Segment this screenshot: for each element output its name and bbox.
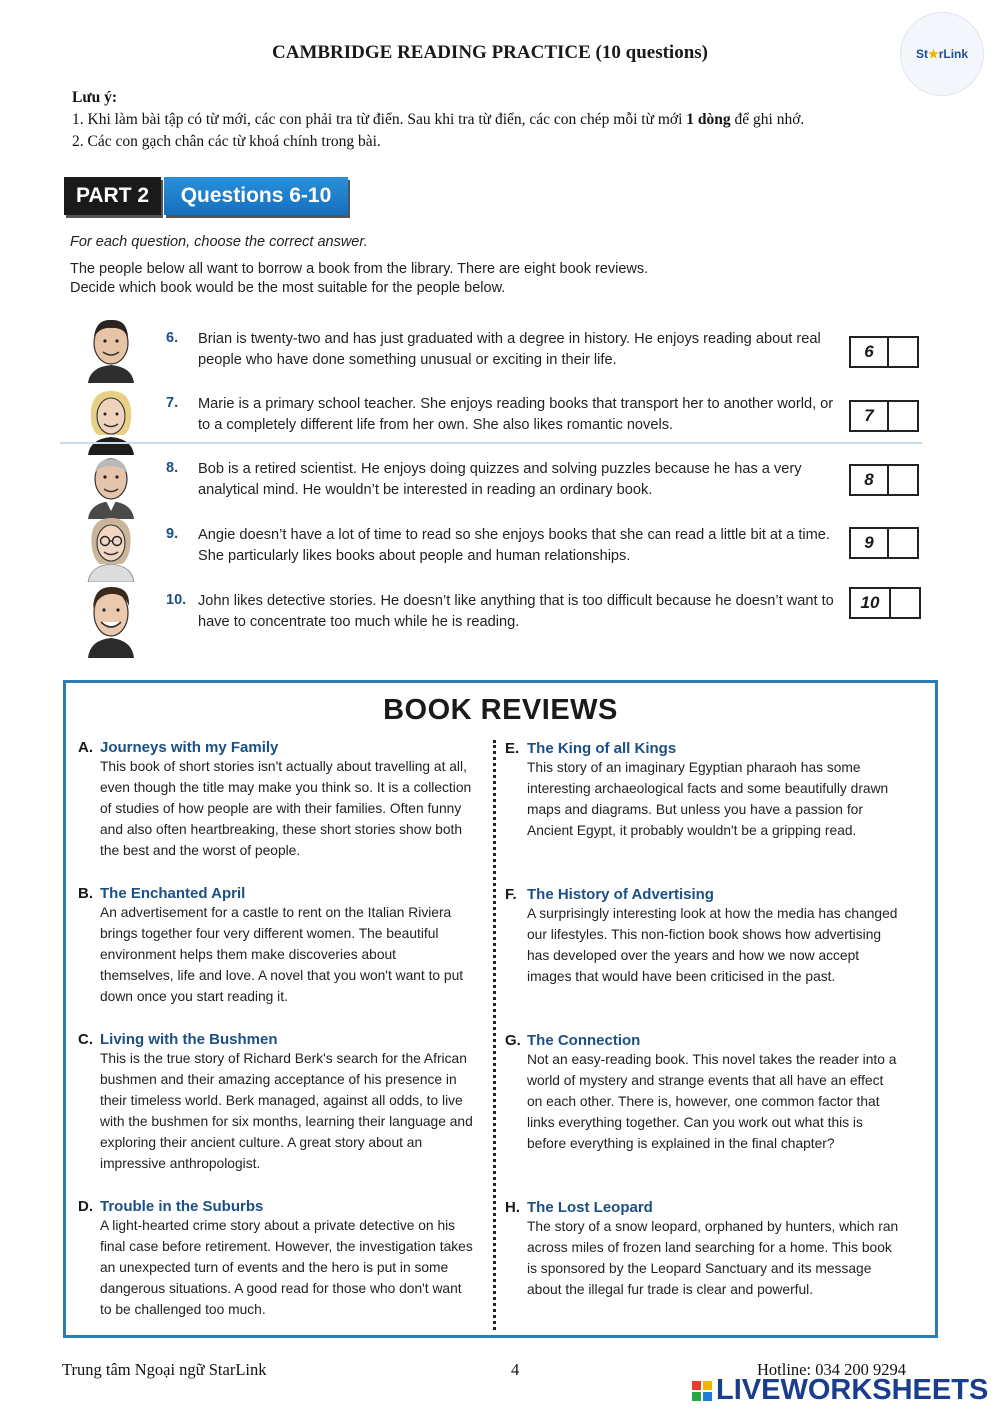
book-reviews-title: BOOK REVIEWS — [383, 694, 618, 726]
intro-line-1: The people below all want to borrow a book from the library. There are eight book reviews. — [70, 261, 649, 277]
intro-line-2: Decide which book would be the most suitable for the people below. — [70, 280, 506, 296]
review-a — [78, 739, 473, 861]
review-letter: A. — [78, 739, 93, 756]
review-body: A surprisingly interesting look at how the media has changed our lifestyles. This non-fiction book shows how advertising has developed over the years and how we now accept images that would have been criticised in the past. — [527, 906, 898, 984]
answer-box-number: 8 — [851, 466, 889, 494]
answer-box[interactable] — [849, 464, 919, 496]
answer-box-number: 6 — [851, 338, 889, 366]
note-line-2: 2. Các con gạch chân các từ khoá chính trong bài. — [72, 133, 381, 150]
answer-box-number: 10 — [851, 589, 891, 617]
answer-box-number: 7 — [851, 402, 889, 430]
liveworksheets-logo — [692, 1374, 988, 1407]
person-angie-photo — [80, 512, 142, 582]
answer-input[interactable] — [891, 589, 919, 617]
review-body: This story of an imaginary Egyptian pharaoh has some interesting archaeological facts and some beautifully drawn maps and diagrams. But unless you have a passion for Ancient Egypt, it probably wouldn't be a gripping read. — [527, 760, 889, 838]
review-body: The story of a snow leopard, orphaned by hunters, which ran across miles of frozen land searching for a home. This book is sponsored by the Leopard Sanctuary and its message about the illegal fur trade is clear and powerful. — [527, 1219, 899, 1297]
page-title: CAMBRIDGE READING PRACTICE (10 questions) — [272, 42, 708, 63]
questions-badge: Questions 6-10 — [164, 177, 348, 215]
review-body: A light-hearted crime story about a private detective on his final case before retirement. However, the investigation takes an unexpected turn of events and the hero is put in some dangerous situations. A good read for those who don't want to be challenged too much. — [100, 1218, 473, 1317]
review-title: The King of all Kings — [527, 740, 677, 757]
answer-box-number: 9 — [851, 529, 889, 557]
review-h — [505, 1199, 900, 1300]
answer-box[interactable] — [849, 336, 919, 368]
column-divider — [493, 740, 496, 1330]
review-letter: F. — [505, 886, 517, 903]
answer-input[interactable] — [889, 466, 917, 494]
question-text: Angie doesn’t have a lot of time to read so she enjoys books that she can read a little bit at a time. She particularly likes books about people and human relationships. — [198, 527, 830, 564]
answer-box[interactable] — [849, 587, 921, 619]
starlink-logo: St ★ rLink — [900, 12, 984, 96]
note-heading: Lưu ý: — [72, 89, 118, 106]
divider-line — [60, 442, 922, 444]
page-number: 4 — [511, 1360, 520, 1379]
review-title: Trouble in the Suburbs — [100, 1198, 264, 1215]
question-text: Marie is a primary school teacher. She enjoys reading books that transport her to another world, or to a completely different life from her own. She also likes romantic novels. — [198, 396, 834, 433]
review-letter: B. — [78, 885, 93, 902]
review-letter: C. — [78, 1031, 93, 1048]
review-letter: D. — [78, 1198, 93, 1215]
review-title: The Lost Leopard — [527, 1199, 653, 1216]
review-title: The Enchanted April — [100, 885, 246, 902]
review-title: Journeys with my Family — [100, 739, 279, 756]
review-body: This is the true story of Richard Berk's search for the African bushmen and their amazing acceptance of his presence in their timeless world. Berk managed, against all odds, to live with the bushmen for six months, learning their language and exploring their ancient culture. A great story about an impressive anthropologist. — [100, 1051, 473, 1171]
review-letter: H. — [505, 1199, 520, 1216]
review-g — [505, 1032, 900, 1154]
liveworksheets-brand: LIVEWORKSHEETS — [716, 1374, 989, 1406]
question-number: 6. — [166, 330, 179, 346]
person-marie-photo — [80, 385, 142, 455]
review-letter: E. — [505, 740, 520, 757]
review-title: Living with the Bushmen — [100, 1031, 278, 1048]
review-c — [78, 1031, 473, 1174]
question-number: 8. — [166, 460, 179, 476]
footer-hotline: Hotline: 034 200 9294 — [757, 1360, 906, 1379]
review-body: An advertisement for a castle to rent on the Italian Riviera brings together four very different women. The beautiful environment helps them make discoveries about themselves, life and love. A novel that you won't want to put down once you start reading it. — [100, 905, 464, 1004]
question-text: John likes detective stories. He doesn’t like anything that is too difficult because he doesn’t want to have to concentrate too much while he is reading. — [198, 593, 834, 630]
question-number: 7. — [166, 395, 179, 411]
review-body: Not an easy-reading book. This novel takes the reader into a world of mystery and strange events that all have an effect on each other. There is, however, one common factor that links everything together. Can you work out what this is before everything is explained in the final chapter? — [527, 1052, 897, 1151]
review-body: This book of short stories isn't actually about travelling at all, even though the title may make you think so. It is a collection of studies of how people are with their families. Often funny and also often heartbreaking, these short stories show both the best and the worst of people. — [100, 759, 472, 858]
answer-input[interactable] — [889, 402, 917, 430]
question-text: Brian is twenty-two and has just graduated with a degree in history. He enjoys reading about real people who have done something unusual or exciting in their life. — [198, 331, 821, 368]
answer-box[interactable] — [849, 400, 919, 432]
review-e — [505, 740, 900, 841]
part-badge: PART 2 — [64, 177, 161, 215]
question-number: 9. — [166, 526, 179, 542]
person-bob-photo — [80, 449, 142, 519]
answer-input[interactable] — [889, 338, 917, 366]
review-f — [505, 886, 900, 987]
question-number: 10. — [166, 592, 187, 608]
instruction: For each question, choose the correct answer. — [70, 234, 368, 250]
liveworksheets-icon — [692, 1381, 712, 1401]
review-title: The History of Advertising — [527, 886, 714, 903]
footer-center-name: Trung tâm Ngoại ngữ StarLink — [62, 1360, 267, 1379]
answer-input[interactable] — [889, 529, 917, 557]
star-icon: ★ — [927, 47, 939, 61]
person-brian-photo — [80, 313, 142, 383]
note-line-1: 1. Khi làm bài tập có từ mới, các con phải tra từ điển. Sau khi tra từ điển, các con chép mỗi từ mới 1 dòng để ghi nhớ. — [72, 111, 805, 128]
review-b — [78, 885, 473, 1007]
review-d — [78, 1198, 473, 1320]
review-title: The Connection — [527, 1032, 641, 1049]
question-text: Bob is a retired scientist. He enjoys doing quizzes and solving puzzles because he has a very analytical mind. He wouldn’t be interested in reading an ordinary book. — [198, 461, 802, 498]
review-letter: G. — [505, 1032, 521, 1049]
person-john-photo — [80, 580, 142, 658]
answer-box[interactable] — [849, 527, 919, 559]
